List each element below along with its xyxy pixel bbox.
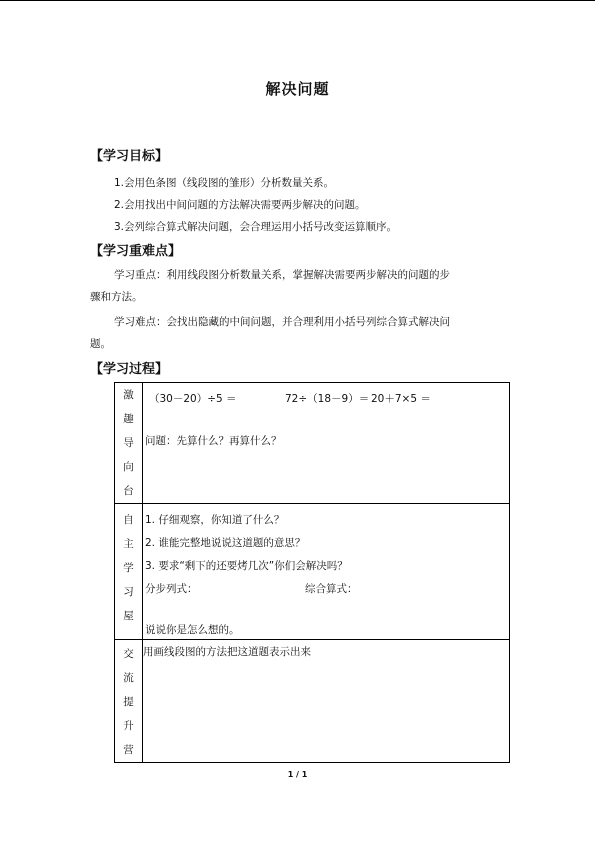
difficulty-line-1: 学习难点：会找出隐藏的中间问题，并合理利用小括号列综合算式解决问 xyxy=(114,316,450,328)
label-char: 屋 xyxy=(123,610,134,622)
label-char: 学 xyxy=(123,562,134,574)
self-study-question-3: 3. 要求“剩下的还要烤几次”你们会解决吗？ xyxy=(145,560,348,572)
label-char: 升 xyxy=(123,720,134,732)
row-label-exchange xyxy=(115,640,143,763)
step-formula-label: 分步列式： xyxy=(145,583,198,595)
label-char: 提 xyxy=(123,696,134,708)
expression-2: 72÷（18－9）＝ xyxy=(285,393,370,405)
label-char: 向 xyxy=(123,461,134,473)
label-char: 趣 xyxy=(123,413,134,425)
label-char: 流 xyxy=(123,672,134,684)
focus-paragraph xyxy=(90,264,510,308)
row-body-self-study xyxy=(143,504,510,640)
label-char: 台 xyxy=(123,485,134,497)
goals-heading: 【学习目标】 xyxy=(90,149,169,164)
page-title: 解决问题 xyxy=(265,80,330,98)
focus-line-1: 学习重点：利用线段图分析数量关系，掌握解决需要两步解决的问题的步 xyxy=(114,269,450,281)
process-heading: 【学习过程】 xyxy=(90,362,169,377)
label-char: 习 xyxy=(123,586,134,598)
expression-1: （30－20）÷5 ＝ xyxy=(149,393,237,405)
label-char: 主 xyxy=(123,538,134,550)
label-char: 营 xyxy=(123,744,134,756)
process-table xyxy=(114,382,510,763)
self-study-question-1: 1. 仔细观察，你知道了什么？ xyxy=(145,514,285,526)
exchange-instruction: 用画线段图的方法把这道题表示出来 xyxy=(143,646,311,658)
expression-3: 20＋7×5 ＝ xyxy=(371,393,431,405)
difficulty-paragraph xyxy=(90,311,510,355)
goal-item-1: 1.会用色条图（线段图的雏形）分析数量关系。 xyxy=(114,177,335,189)
goal-item-2: 2.会用找出中间问题的方法解决需要两步解决的问题。 xyxy=(114,199,366,211)
goal-item-3: 3.会列综合算式解决问题，会合理运用小括号改变运算顺序。 xyxy=(114,221,398,233)
label-char: 激 xyxy=(123,389,134,401)
self-study-question-2: 2. 谁能完整地说说这道题的意思？ xyxy=(145,537,306,549)
focus-line-2: 骤和方法。 xyxy=(90,291,143,303)
table-row-exchange xyxy=(115,640,510,763)
key-points-heading: 【学习重难点】 xyxy=(90,244,182,259)
row-label-warmup xyxy=(115,383,143,504)
difficulty-line-2: 题。 xyxy=(90,338,111,350)
row-body-exchange xyxy=(143,640,510,763)
label-char: 导 xyxy=(123,437,134,449)
table-row-warmup xyxy=(115,383,510,504)
page-top-border xyxy=(0,0,595,1)
label-char: 自 xyxy=(123,514,134,526)
row-body-warmup xyxy=(143,383,510,504)
page-number: 1 / 1 xyxy=(287,770,308,779)
table-row-self-study xyxy=(115,504,510,640)
combined-formula-label: 综合算式： xyxy=(305,583,358,595)
explain-prompt: 说说你是怎么想的。 xyxy=(145,624,240,636)
label-char: 交 xyxy=(123,648,134,660)
row-label-self-study xyxy=(115,504,143,640)
warmup-question: 问题：先算什么？再算什么？ xyxy=(145,435,282,447)
